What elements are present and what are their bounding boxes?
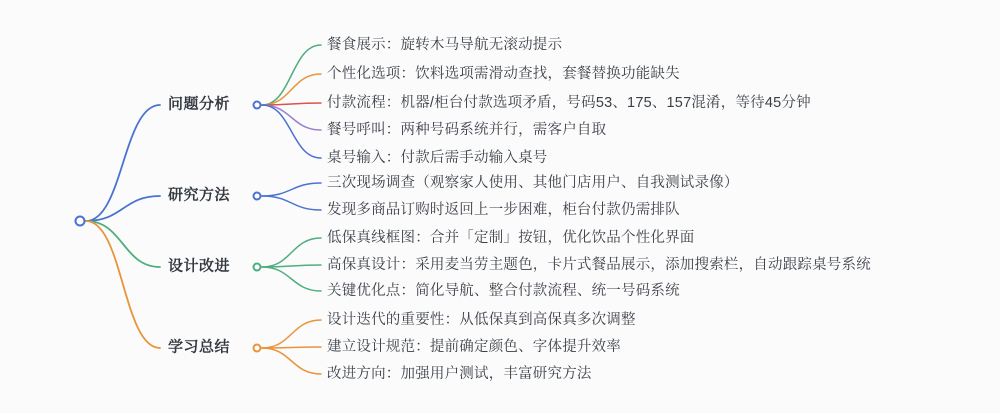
leaf-label-multi-item-order-issue[interactable]: 发现多商品订购时返回上一步困难，柜台付款仍需排队 [327,201,680,218]
leaf-label-payment-flow[interactable]: 付款流程：机器/柜台付款选项矛盾，号码53、175、157混淆，等待45分钟 [327,94,811,111]
leaf-label-hifi-design[interactable]: 高保真设计：采用麦当劳主题色，卡片式餐品展示，添加搜索栏，自动跟踪桌号系统 [327,256,871,273]
branch-label-research-method[interactable]: 研究方法 [168,186,231,204]
leaf-label-design-spec[interactable]: 建立设计规范：提前确定颜色、字体提升效率 [327,338,621,355]
branch-dot-learning-summary[interactable] [253,344,262,353]
leaf-label-order-number-call[interactable]: 餐号呼叫：两种号码系统并行，需客户自取 [327,121,607,138]
branch-label-problem-analysis[interactable]: 问题分析 [168,95,231,113]
leaf-label-iteration-importance[interactable]: 设计迭代的重要性：从低保真到高保真多次调整 [327,311,636,328]
leaf-label-lofi-wireframe[interactable]: 低保真线框图：合并「定制」按钮，优化饮品个性化界面 [327,229,695,246]
branch-label-learning-summary[interactable]: 学习总结 [168,338,231,356]
leaf-label-key-optimizations[interactable]: 关键优化点：简化导航、整合付款流程、统一号码系统 [327,282,680,299]
leaf-label-personalization-options[interactable]: 个性化选项：饮料选项需滑动查找，套餐替换功能缺失 [327,65,680,82]
branch-dot-research-method[interactable] [253,192,262,201]
leaf-label-meal-display[interactable]: 餐食展示：旋转木马导航无滚动提示 [327,36,563,53]
leaf-label-table-number-input[interactable]: 桌号输入：付款后需手动输入桌号 [327,149,548,166]
leaf-label-improvement-direction[interactable]: 改进方向：加强用户测试，丰富研究方法 [327,365,592,382]
leaf-label-three-field-studies[interactable]: 三次现场调查（观察家人使用、其他门店用户、自我测试录像） [327,174,739,191]
branch-label-design-improvement[interactable]: 设计改进 [168,257,231,275]
branch-dot-design-improvement[interactable] [253,263,262,272]
branch-dot-problem-analysis[interactable] [253,101,262,110]
root-node[interactable] [75,216,86,227]
